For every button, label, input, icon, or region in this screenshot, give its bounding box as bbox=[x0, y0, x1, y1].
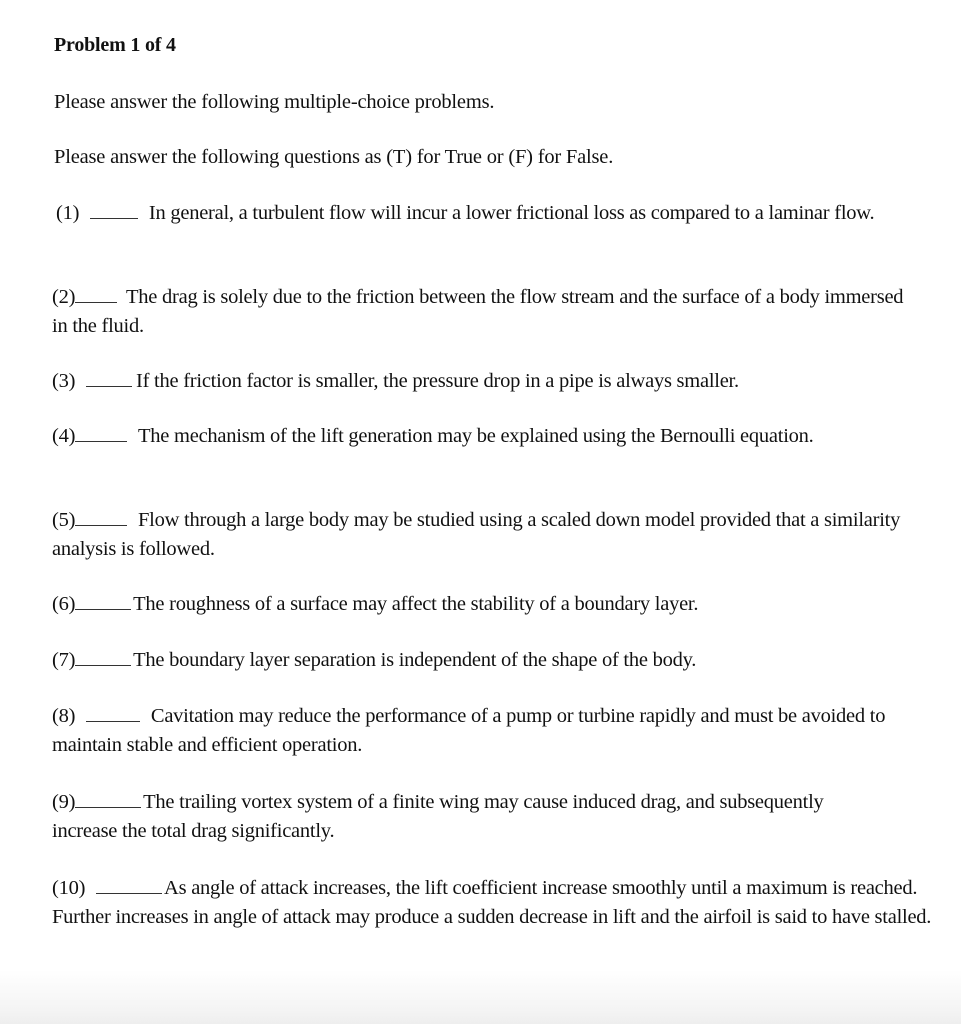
question-text: Flow through a large body may be studied using a scaled down model provided that a similarity analysis is followed. bbox=[52, 509, 901, 560]
answer-blank-9[interactable] bbox=[75, 789, 141, 808]
question-number: (8) bbox=[52, 705, 76, 727]
question-7 bbox=[52, 646, 932, 675]
question-number: (4) bbox=[52, 425, 76, 447]
question-number: (3) bbox=[52, 370, 76, 392]
answer-blank-3[interactable] bbox=[86, 368, 132, 387]
question-text: The mechanism of the lift generation may be explained using the Bernoulli equation. bbox=[138, 425, 814, 447]
problem-title: Problem 1 of 4 bbox=[54, 34, 176, 56]
instruction-multiple-choice: Please answer the following multiple-choice problems. bbox=[54, 91, 495, 113]
question-3 bbox=[52, 367, 932, 396]
question-text: As angle of attack increases, the lift coefficient increase smoothly until a maximum is reached. Further increases in angle of attack may produce a sudden decrease in lift and the airfoil is said to have stalled. bbox=[52, 877, 932, 928]
question-text: Cavitation may reduce the performance of a pump or turbine rapidly and must be avoided to maintain stable and efficient operation. bbox=[52, 705, 886, 756]
answer-blank-7[interactable] bbox=[75, 647, 131, 666]
answer-blank-2[interactable] bbox=[75, 284, 117, 303]
answer-blank-6[interactable] bbox=[75, 591, 131, 610]
question-number: (5) bbox=[52, 509, 76, 531]
question-text: The boundary layer separation is independent of the shape of the body. bbox=[133, 649, 697, 671]
answer-blank-5[interactable] bbox=[75, 507, 127, 526]
question-number: (7) bbox=[52, 649, 76, 671]
answer-blank-10[interactable] bbox=[96, 875, 162, 894]
question-text: In general, a turbulent flow will incur a lower frictional loss as compared to a laminar flow. bbox=[148, 202, 875, 224]
instruction-true-false: Please answer the following questions as (T) for True or (F) for False. bbox=[54, 146, 614, 168]
answer-blank-8[interactable] bbox=[86, 703, 140, 722]
question-1 bbox=[52, 199, 896, 228]
question-number: (1) bbox=[56, 202, 80, 224]
question-5 bbox=[52, 506, 932, 564]
question-text: The roughness of a surface may affect the stability of a boundary layer. bbox=[133, 593, 699, 615]
question-text: The trailing vortex system of a finite wing may cause induced drag, and subsequently increase the total drag significantly. bbox=[52, 791, 824, 842]
answer-blank-1[interactable] bbox=[90, 200, 138, 219]
answer-blank-4[interactable] bbox=[75, 423, 127, 442]
question-number: (10) bbox=[52, 877, 86, 899]
question-10 bbox=[52, 874, 942, 932]
question-6 bbox=[52, 590, 932, 619]
question-number: (6) bbox=[52, 593, 76, 615]
question-number: (9) bbox=[52, 791, 76, 813]
question-text: The drag is solely due to the friction between the flow stream and the surface of a body immersed in the fluid. bbox=[52, 286, 904, 337]
question-2 bbox=[52, 283, 922, 341]
question-9 bbox=[52, 788, 882, 846]
question-text: If the friction factor is smaller, the pressure drop in a pipe is always smaller. bbox=[136, 370, 739, 392]
question-8 bbox=[52, 702, 927, 760]
question-number: (2) bbox=[52, 286, 76, 308]
question-4 bbox=[52, 422, 872, 451]
